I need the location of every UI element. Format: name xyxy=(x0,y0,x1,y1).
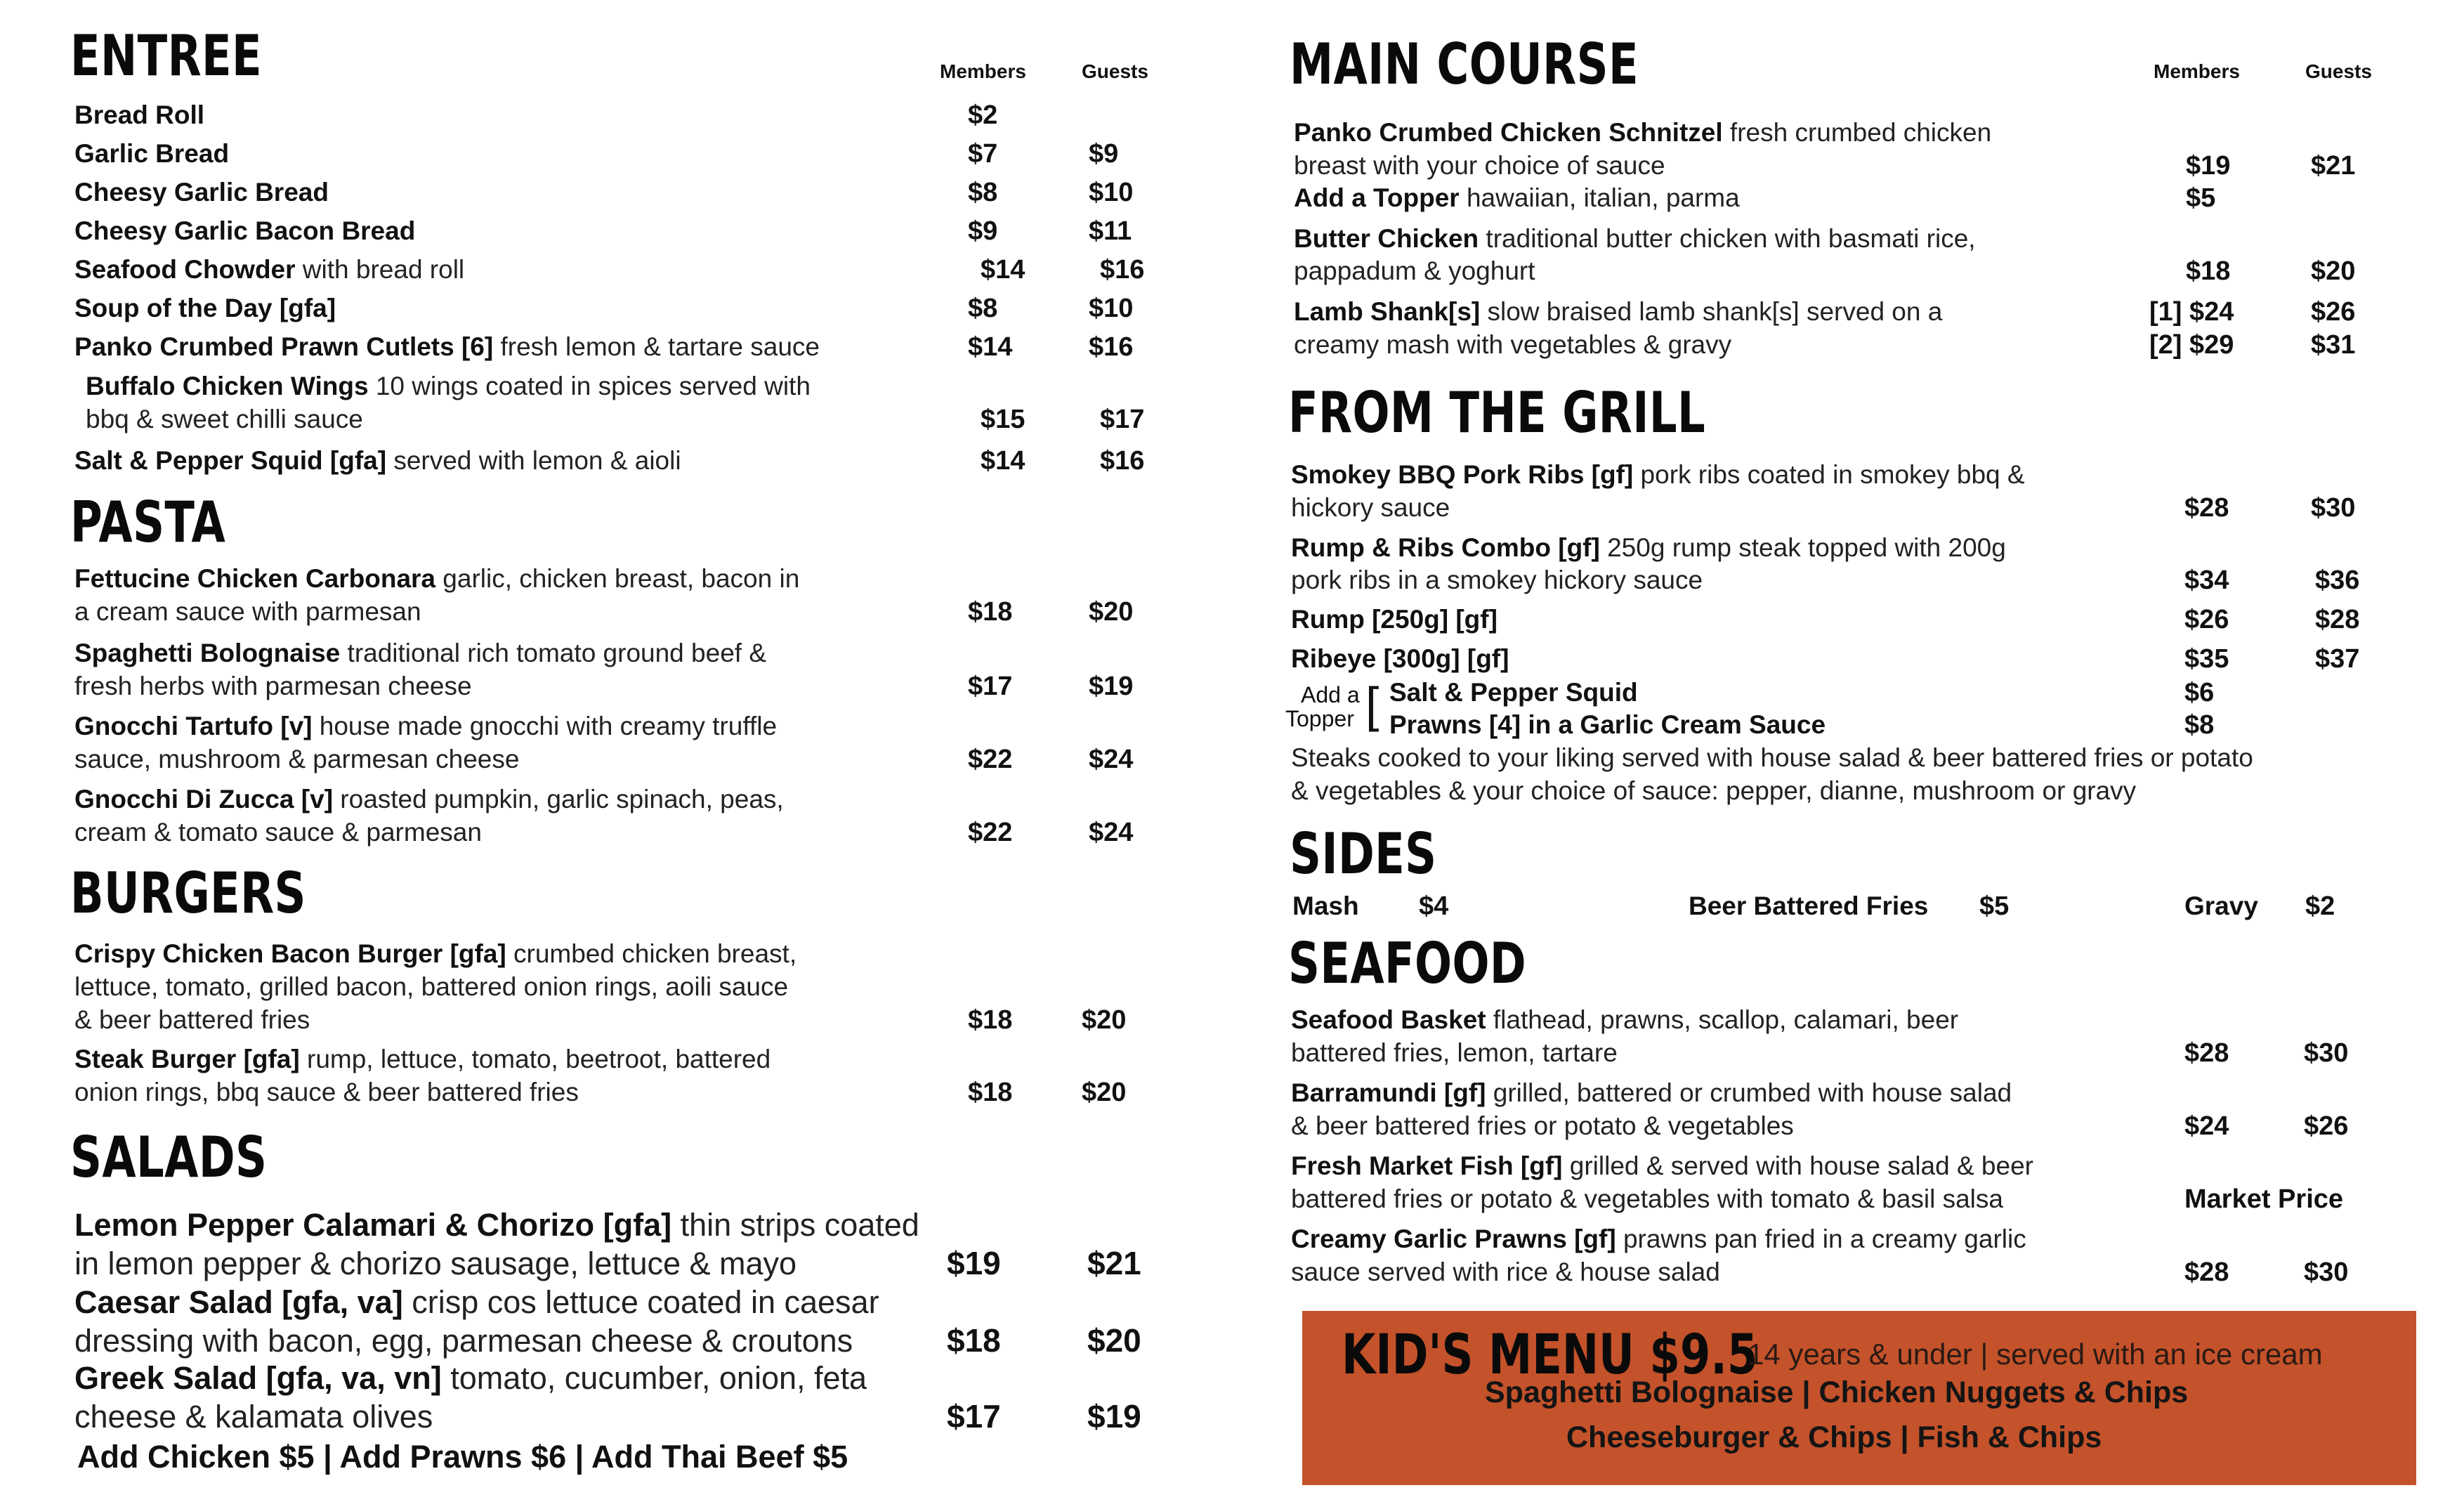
pasta-heading: PASTA xyxy=(70,490,226,555)
members-price: $17 xyxy=(947,1398,1001,1435)
kids-menu-subtitle: 14 years & under | served with an ice cream xyxy=(1748,1338,2323,1371)
menu-item-desc: a cream sauce with parmesan xyxy=(74,597,421,626)
side-mash-price: $4 xyxy=(1419,891,1449,921)
menu-item-desc: & beer battered fries or potato & vegetables xyxy=(1291,1111,1794,1140)
members-price: Market Price xyxy=(2184,1184,2344,1214)
lamb-shank-1-members-price: [1] $24 xyxy=(2149,297,2234,327)
menu-item-desc: battered fries, lemon, tartare xyxy=(1291,1038,1618,1067)
pork-ribs-guests-price: $30 xyxy=(2311,493,2356,523)
menu-item-desc: lettuce, tomato, grilled bacon, battered onion rings, aoili sauce xyxy=(74,972,789,1001)
members-price: $28 xyxy=(2184,1038,2229,1068)
menu-item-name: Soup of the Day [gfa] xyxy=(74,294,336,322)
members-price: $8 xyxy=(968,294,998,323)
grill-heading: FROM THE GRILL xyxy=(1288,380,1706,445)
steak-note-2: & vegetables & your choice of sauce: pepper, dianne, mushroom or gravy xyxy=(1291,776,2137,805)
side-fries: Beer Battered Fries xyxy=(1689,891,1929,920)
guests-price: $9 xyxy=(1089,139,1119,169)
members-price: $24 xyxy=(2184,1111,2229,1141)
members-price: $14 xyxy=(968,332,1013,362)
menu-item-name: Cheesy Garlic Bread xyxy=(74,178,329,207)
members-price: $18 xyxy=(968,1078,1013,1107)
rump-ribs-combo-members-price: $34 xyxy=(2184,566,2229,595)
guests-price: $16 xyxy=(1089,332,1134,362)
menu-item-name: Fettucine Chicken Carbonara garlic, chicken breast, bacon in xyxy=(74,564,800,593)
menu-item-name: Greek Salad [gfa, va, vn] tomato, cucumber, onion, feta xyxy=(74,1360,867,1396)
menu-item-desc: onion rings, bbq sauce & beer battered fries xyxy=(74,1078,579,1106)
kids-menu-row-2: Cheeseburger & Chips | Fish & Chips xyxy=(1566,1420,2102,1454)
members-price: $14 xyxy=(981,255,1025,285)
guests-price: $16 xyxy=(1100,255,1145,285)
menu-item-name: Lemon Pepper Calamari & Chorizo [gfa] thin strips coated xyxy=(74,1207,919,1243)
butter-chicken-item: Butter Chicken traditional butter chicken with basmati rice, xyxy=(1294,224,1976,253)
ribeye-guests-price: $37 xyxy=(2315,644,2360,674)
guests-price: $30 xyxy=(2304,1258,2349,1287)
menu-item-desc: in lemon pepper & chorizo sausage, lettuce & mayo xyxy=(74,1246,797,1281)
members-price: $15 xyxy=(981,405,1025,434)
grill-topper-squid-price: $6 xyxy=(2184,678,2215,707)
menu-item-name: Creamy Garlic Prawns [gf] prawns pan fried in a creamy garlic xyxy=(1291,1224,2026,1253)
pork-ribs-desc: hickory sauce xyxy=(1291,493,1450,522)
rump-ribs-combo-desc: pork ribs in a smokey hickory sauce xyxy=(1291,566,1703,594)
ribeye-item: Ribeye [300g] [gf] xyxy=(1291,644,1509,673)
guests-price: $20 xyxy=(1089,597,1134,627)
schnitzel-guests-price: $21 xyxy=(2311,151,2356,181)
grill-topper-squid: Salt & Pepper Squid xyxy=(1389,678,1638,707)
menu-item-desc: fresh herbs with parmesan cheese xyxy=(74,672,472,700)
menu-item-name: Seafood Chowder with bread roll xyxy=(74,255,465,284)
menu-item-name: Crispy Chicken Bacon Burger [gfa] crumbed chicken breast, xyxy=(74,939,797,968)
lamb-shank-item: Lamb Shank[s] slow braised lamb shank[s] served on a xyxy=(1294,297,1943,326)
topper-bracket: [ xyxy=(1365,677,1380,732)
menu-item-desc: battered fries or potato & vegetables with tomato & basil salsa xyxy=(1291,1184,2003,1213)
butter-chicken-members-price: $18 xyxy=(2186,256,2231,286)
kids-menu-title: KID'S MENU $9.5 xyxy=(1342,1324,1758,1387)
rump-ribs-combo-guests-price: $36 xyxy=(2315,566,2360,595)
grill-topper-label-1: Add a xyxy=(1301,682,1360,707)
members-price: $18 xyxy=(968,597,1013,627)
guests-column-header: Guests xyxy=(1082,60,1148,82)
topper-item: Add a Topper hawaiian, italian, parma xyxy=(1294,183,1740,212)
menu-item-desc: cream & tomato sauce & parmesan xyxy=(74,818,482,847)
guests-price: $19 xyxy=(1089,672,1134,701)
schnitzel-members-price: $19 xyxy=(2186,151,2231,181)
schnitzel-item: Panko Crumbed Chicken Schnitzel fresh crumbed chicken xyxy=(1294,118,1992,147)
members-price: $17 xyxy=(968,672,1013,701)
guests-price: $20 xyxy=(1082,1078,1127,1107)
grill-topper-prawns: Prawns [4] in a Garlic Cream Sauce xyxy=(1389,710,1826,739)
guests-price: $16 xyxy=(1100,446,1145,476)
members-price: $14 xyxy=(981,446,1025,476)
guests-price: $17 xyxy=(1100,405,1145,434)
grill-topper-label-2: Topper xyxy=(1285,706,1354,731)
ribeye-members-price: $35 xyxy=(2184,644,2229,674)
side-gravy-price: $2 xyxy=(2305,891,2335,921)
butter-chicken-guests-price: $20 xyxy=(2311,256,2356,286)
members-price: $7 xyxy=(968,139,998,169)
menu-item-name: Gnocchi Tartufo [v] house made gnocchi with creamy truffle xyxy=(74,712,778,740)
menu-item-name: Gnocchi Di Zucca [v] roasted pumpkin, garlic spinach, peas, xyxy=(74,785,784,814)
members-price: $28 xyxy=(2184,1258,2229,1287)
lamb-shank-2-guests-price: $31 xyxy=(2311,330,2356,360)
salad-addons: Add Chicken $5 | Add Prawns $6 | Add Thai Beef $5 xyxy=(77,1439,848,1475)
sides-heading: SIDES xyxy=(1290,821,1437,887)
rump-members-price: $26 xyxy=(2184,605,2229,634)
members-price: $18 xyxy=(947,1322,1001,1359)
members-price: $18 xyxy=(968,1005,1013,1035)
guests-price: $26 xyxy=(2304,1111,2349,1141)
seafood-heading: SEAFOOD xyxy=(1288,931,1527,996)
menu-item-name: Caesar Salad [gfa, va] crisp cos lettuce coated in caesar xyxy=(74,1284,879,1320)
lamb-shank-desc: creamy mash with vegetables & gravy xyxy=(1294,330,1732,359)
guests-price: $10 xyxy=(1089,294,1134,323)
lamb-shank-1-guests-price: $26 xyxy=(2311,297,2356,327)
side-fries-price: $5 xyxy=(1979,891,2010,921)
salads-heading: SALADS xyxy=(70,1125,268,1190)
schnitzel-desc: breast with your choice of sauce xyxy=(1294,151,1665,180)
rump-guests-price: $28 xyxy=(2315,605,2360,634)
menu-item-name: Garlic Bread xyxy=(74,139,230,168)
members-price: $22 xyxy=(968,818,1013,847)
main-course-heading: MAIN COURSE xyxy=(1290,32,1639,97)
members-price: $8 xyxy=(968,178,998,207)
main-guests-header: Guests xyxy=(2305,60,2372,82)
main-members-header: Members xyxy=(2154,60,2240,82)
guests-price: $24 xyxy=(1089,818,1134,847)
guests-price: $24 xyxy=(1089,745,1134,774)
members-price: $19 xyxy=(947,1245,1001,1281)
guests-price: $20 xyxy=(1082,1005,1127,1035)
rump-item: Rump [250g] [gf] xyxy=(1291,605,1498,634)
menu-item-name: Salt & Pepper Squid [gfa] served with lemon & aioli xyxy=(74,446,681,475)
guests-price: $11 xyxy=(1089,216,1132,246)
pork-ribs-item: Smokey BBQ Pork Ribs [gf] pork ribs coated in smokey bbq & xyxy=(1291,460,2025,489)
menu-item-desc: cheese & kalamata olives xyxy=(74,1399,433,1435)
members-column-header: Members xyxy=(940,60,1026,82)
members-price: $22 xyxy=(968,745,1013,774)
butter-chicken-desc: pappadum & yoghurt xyxy=(1294,256,1535,285)
steak-note-1: Steaks cooked to your liking served with house salad & beer battered fries or potato xyxy=(1291,743,2253,772)
menu-item-name: Barramundi [gf] grilled, battered or crumbed with house salad xyxy=(1291,1078,2012,1107)
menu-item-desc: sauce served with rice & house salad xyxy=(1291,1258,1720,1286)
menu-item-name: Fresh Market Fish [gf] grilled & served with house salad & beer xyxy=(1291,1151,2033,1180)
guests-price: $21 xyxy=(1087,1245,1141,1281)
menu-item-desc: sauce, mushroom & parmesan cheese xyxy=(74,745,520,773)
members-price: $2 xyxy=(968,100,998,130)
side-mash: Mash xyxy=(1292,891,1359,920)
menu-item-name: Spaghetti Bolognaise traditional rich tomato ground beef & xyxy=(74,639,767,667)
grill-topper-prawns-price: $8 xyxy=(2184,710,2215,740)
guests-price: $19 xyxy=(1087,1398,1141,1435)
guests-price: $20 xyxy=(1087,1322,1141,1359)
menu-item-desc: & beer battered fries xyxy=(74,1005,310,1034)
topper-members-price: $5 xyxy=(2186,183,2216,213)
rump-ribs-combo-item: Rump & Ribs Combo [gf] 250g rump steak topped with 200g xyxy=(1291,533,2006,562)
side-gravy: Gravy xyxy=(2184,891,2258,920)
menu-item-desc: bbq & sweet chilli sauce xyxy=(86,405,363,433)
menu-item-name: Panko Crumbed Prawn Cutlets [6] fresh lemon & tartare sauce xyxy=(74,332,820,361)
members-price: $9 xyxy=(968,216,998,246)
lamb-shank-2-members-price: [2] $29 xyxy=(2149,330,2234,360)
menu-item-name: Buffalo Chicken Wings 10 wings coated in spices served with xyxy=(86,372,811,400)
menu-item-name: Bread Roll xyxy=(74,100,205,129)
menu-item-name: Seafood Basket flathead, prawns, scallop, calamari, beer xyxy=(1291,1005,1959,1034)
guests-price: $10 xyxy=(1089,178,1134,207)
guests-price: $30 xyxy=(2304,1038,2349,1068)
menu-item-name: Cheesy Garlic Bacon Bread xyxy=(74,216,416,245)
menu-item-desc: dressing with bacon, egg, parmesan cheese & croutons xyxy=(74,1323,853,1359)
menu-item-name: Steak Burger [gfa] rump, lettuce, tomato, beetroot, battered xyxy=(74,1045,771,1073)
burgers-heading: BURGERS xyxy=(70,861,306,926)
kids-menu-row-1: Spaghetti Bolognaise | Chicken Nuggets & Chips xyxy=(1485,1376,2189,1409)
pork-ribs-members-price: $28 xyxy=(2184,493,2229,523)
entree-heading: ENTREE xyxy=(70,23,263,89)
